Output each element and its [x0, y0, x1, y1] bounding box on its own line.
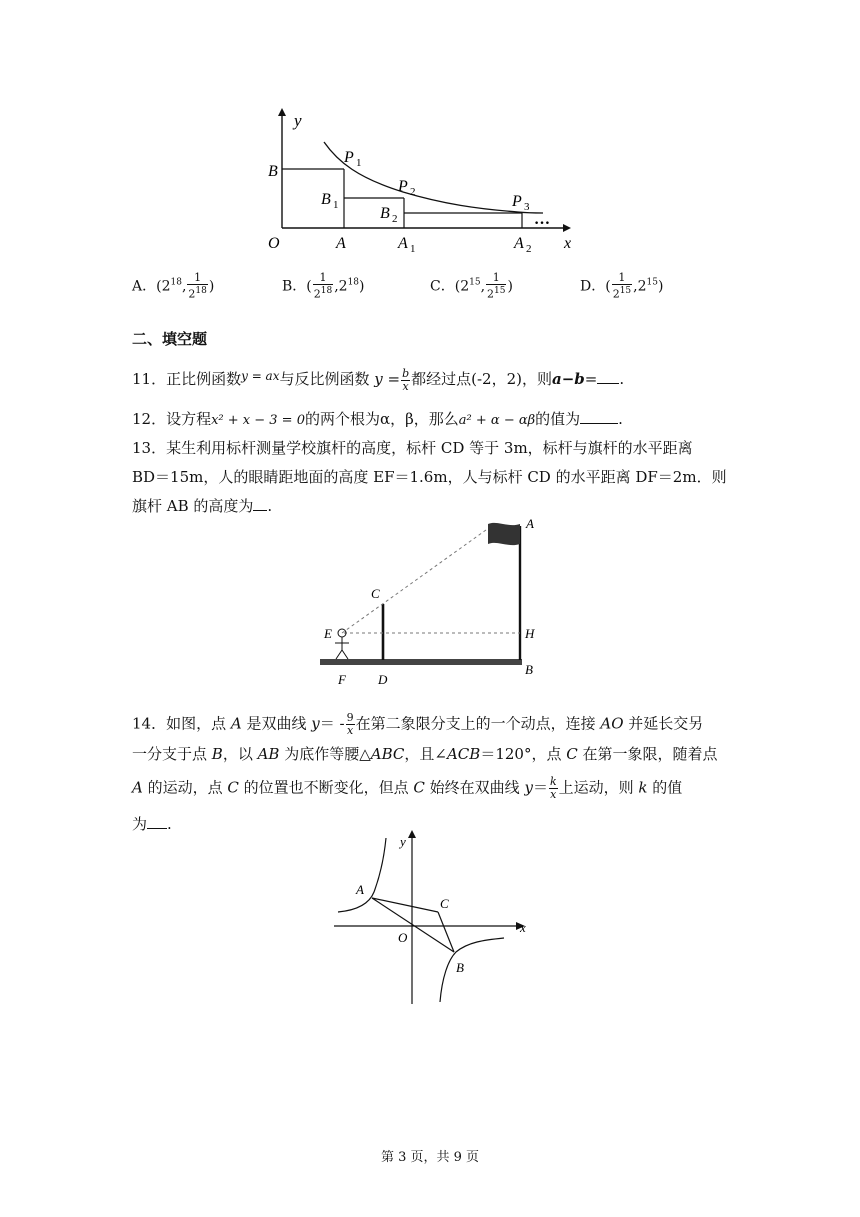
q12-answer-blank[interactable] [580, 409, 618, 424]
fig1-B1-sub: 1 [333, 199, 339, 211]
q13-answer-blank[interactable] [253, 496, 267, 511]
fig1-A2-label: A [514, 235, 524, 252]
fig2-F-label: F [338, 672, 346, 687]
fig2-D-label: D [378, 672, 388, 687]
question-13-line2: BD＝15m，人的眼睛距地面的高度 EF＝1.6m，人与标杆 CD 的水平距离 DF＝2m．则 [132, 468, 727, 486]
option-b[interactable]: B．( $\frac{1}{2^{18}}$ $,2^{18}$) [282, 271, 365, 301]
fig1-B1-label: B [321, 191, 331, 208]
fig3-B-label: B [456, 960, 464, 975]
fig3-y-label: y [400, 834, 406, 849]
fig3-C-label: C [440, 896, 449, 911]
question-14-line4: 为 . [132, 815, 172, 833]
fig3-x-label: x [520, 920, 526, 935]
fig1-A-label: A [336, 235, 346, 252]
fig1-B-label: B [268, 163, 278, 180]
fig1-B2-sub: 2 [392, 213, 398, 225]
fig1-A2-sub: 2 [526, 243, 532, 255]
option-a[interactable]: A．($2^{18}$, $\frac{1}{2^{18}}$ ) [132, 271, 215, 301]
fig2-B-label: B [525, 662, 533, 677]
fig1-dots: … [534, 211, 550, 228]
question-13-line1: 13．某生利用标杆测量学校旗杆的高度，标杆 CD 等于 3m，标杆与旗杆的水平距离 [132, 439, 693, 457]
option-c[interactable]: C．($2^{15}$, $\frac{1}{2^{15}}$ ) [430, 271, 513, 301]
q14-answer-blank[interactable] [147, 814, 167, 829]
fig1-P2-sub: 2 [410, 186, 416, 198]
fig1-origin-label: O [268, 235, 280, 252]
figure-reciprocal-steps [258, 100, 588, 264]
figure-flagpole [316, 512, 546, 694]
fig1-x-label: x [564, 235, 572, 252]
question-13-line3: 旗杆 AB 的高度为 . [132, 497, 273, 515]
fig2-H-label: H [525, 626, 535, 641]
fig2-C-label: C [371, 586, 380, 601]
page-footer: 第 3 页，共 9 页 [380, 1150, 480, 1165]
fig3-O-label: O [398, 930, 408, 945]
question-14-line3: A 的运动，点 C 的位置也不断变化，但点 C 始终在双曲线 y＝ $\frac{k}{x}$ 上运动，则 k 的值 [132, 775, 683, 801]
fig1-P3-sub: 3 [524, 201, 530, 213]
fig1-P2-label: P [398, 178, 408, 195]
question-12: 12．设方程x² + x − 3 = 0的两个根为α，β，那么a² + α − αβ的值为 . [132, 410, 623, 428]
question-11: 11．正比例函数$^{y = ax}$与反比例函数 y = $\frac{b}{x}$ 都经过点(-2，2)，则a−b= . [132, 366, 625, 393]
fig1-P1-label: P [344, 149, 354, 166]
fig1-y-label: y [294, 111, 302, 130]
fig1-A1-sub: 1 [410, 243, 416, 255]
fig2-A-label: A [526, 516, 534, 531]
fig2-E-label: E [324, 626, 332, 641]
question-14-line2: 一分支于点 B，以 AB 为底作等腰△ABC，且∠ACB＝120°，点 C 在第一象限，随着点 [132, 745, 718, 763]
question-14-line1: 14．如图，点 A 是双曲线 y＝ - $\frac{9}{x}$ 在第二象限分支上的一个动点，连接 AO 并延长交另 [132, 711, 704, 737]
section-title: 二、填空题 [132, 330, 208, 348]
fig1-P3-label: P [512, 193, 522, 210]
q11-answer-blank[interactable] [597, 369, 619, 384]
fig1-P1-sub: 1 [356, 157, 362, 169]
fig1-A1-label: A [398, 235, 408, 252]
fig1-B2-label: B [380, 205, 390, 222]
figure-hyperbola [330, 828, 540, 1012]
option-d[interactable]: D．( $\frac{1}{2^{15}}$ $,2^{15}$) [580, 271, 664, 301]
fig3-A-label: A [356, 882, 364, 897]
